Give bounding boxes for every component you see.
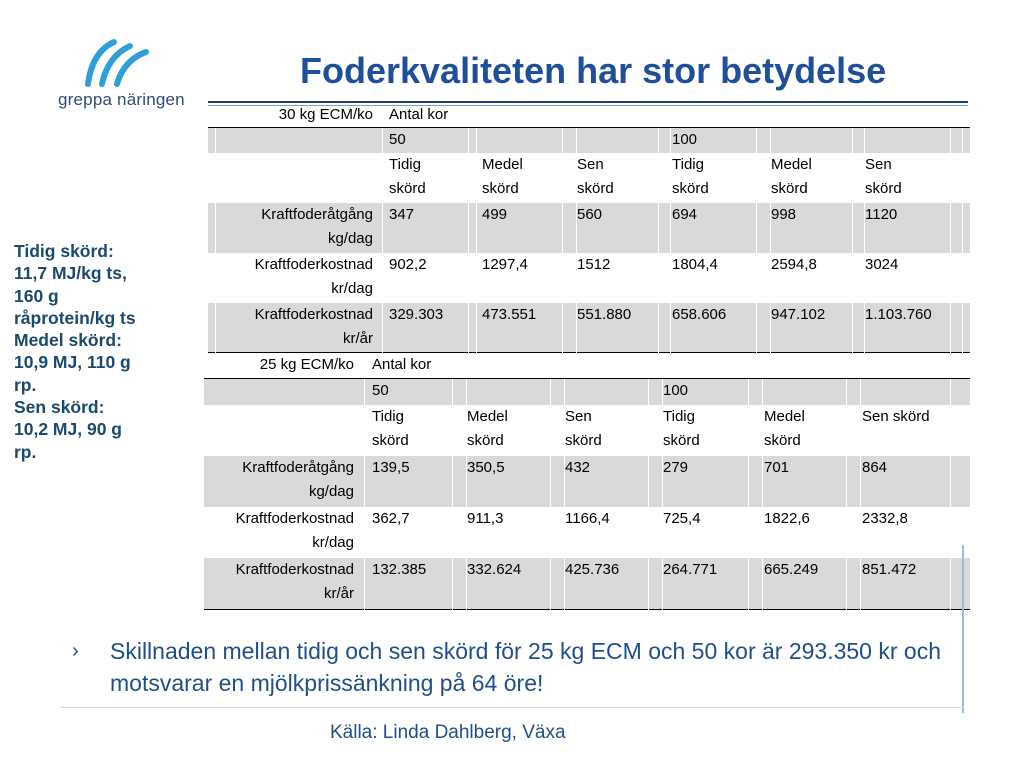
- row-label: Kraftfoderåtgång kg/dag: [242, 459, 354, 500]
- table-cell: 499: [482, 206, 508, 223]
- table-count-100: 100: [672, 131, 698, 148]
- table-row: [208, 303, 970, 353]
- table-cell: 911,3: [467, 510, 504, 527]
- table-count-row: [204, 379, 970, 405]
- table-cell: 902,2: [389, 256, 427, 273]
- column-header: Medel skörd: [764, 408, 805, 449]
- table-30kg: [208, 103, 970, 353]
- table-cell: 551.880: [577, 306, 632, 323]
- page-title: Foderkvaliteten har stor betydelse: [300, 50, 887, 91]
- table-cell: 1.103.760: [865, 306, 932, 323]
- table-cell: 279: [663, 459, 689, 476]
- side-note: [14, 240, 194, 463]
- table-cell: 2594,8: [771, 256, 817, 273]
- column-header: Tidig skörd: [672, 156, 709, 197]
- source-citation: Källa: Linda Dahlberg, Växa: [330, 722, 566, 743]
- table-count-50: 50: [389, 131, 406, 148]
- table-cell: 139,5: [372, 459, 410, 476]
- side-note-line: Tidig skörd:: [14, 241, 114, 261]
- column-header: Medel skörd: [482, 156, 523, 197]
- bullet-text: Skillnaden mellan tidig och sen skörd för 25 kg ECM och 50 kor är 293.350 kr och motsvarar en mjölkprissänkning på 64 öre!: [110, 638, 941, 696]
- column-header: Tidig skörd: [663, 408, 700, 449]
- table-25kg: [204, 353, 970, 610]
- column-header: Tidig skörd: [372, 408, 409, 449]
- column-header: Sen skörd: [577, 156, 614, 197]
- table-cell: 1297,4: [482, 256, 528, 273]
- row-label: Kraftfoderkostnad kr/dag: [254, 256, 373, 297]
- table-cell: 3024: [865, 256, 899, 273]
- table-cell: 362,7: [372, 510, 410, 527]
- table-cell: 332.624: [467, 561, 522, 578]
- column-header: Sen skörd: [865, 156, 902, 197]
- table-row: [208, 203, 970, 253]
- row-label: Kraftfoderkostnad kr/år: [254, 306, 373, 347]
- table-cell: 432: [565, 459, 591, 476]
- logo: [58, 38, 208, 118]
- table-cell: 947.102: [771, 306, 826, 323]
- table-cell: 725,4: [663, 510, 701, 527]
- table-ecm-label: 30 kg ECM/ko: [278, 106, 373, 123]
- table-cell: 329.303: [389, 306, 444, 323]
- table-cell: 264.771: [663, 561, 718, 578]
- row-label: Kraftfoderkostnad kr/år: [235, 561, 354, 602]
- table-ecm-label: 25 kg ECM/ko: [259, 356, 354, 373]
- column-header: Tidig skörd: [389, 156, 426, 197]
- frame-line: [962, 545, 964, 713]
- side-note-line: 10,9 MJ, 110 g: [14, 352, 131, 373]
- bullet-icon: ›: [72, 640, 79, 662]
- logo-mark-icon: [80, 38, 160, 88]
- table-cell: 425.736: [565, 561, 620, 578]
- table-column-header-row: [208, 153, 970, 203]
- column-header: Sen skörd: [862, 408, 930, 425]
- table-row: [204, 558, 970, 610]
- table-cell: 701: [764, 459, 790, 476]
- table-row: [204, 507, 970, 558]
- table-antal-label: Antal kor: [372, 356, 432, 373]
- row-label: Kraftfoderåtgång kg/dag: [261, 206, 373, 247]
- table-cell: 864: [862, 459, 888, 476]
- side-note-line: Sen skörd:: [14, 397, 105, 418]
- table-cell: 694: [672, 206, 698, 223]
- frame-line: [60, 707, 964, 708]
- column-header: Medel skörd: [771, 156, 812, 197]
- side-note-line: Medel skörd:: [14, 330, 122, 351]
- table-cell: 347: [389, 206, 415, 223]
- table-antal-label: Antal kor: [389, 106, 449, 123]
- table-header-row: [204, 353, 970, 379]
- table-count-row: [208, 128, 970, 153]
- table-cell: 1512: [577, 256, 611, 273]
- column-header: Medel skörd: [467, 408, 508, 449]
- side-note-line: 10,2 MJ, 90 g: [14, 419, 122, 440]
- table-cell: 658.606: [672, 306, 727, 323]
- table-cell: 350,5: [467, 459, 505, 476]
- logo-text: greppa näringen: [58, 90, 185, 109]
- table-row: [204, 456, 970, 507]
- table-cell: 473.551: [482, 306, 537, 323]
- table-cell: 1822,6: [764, 510, 810, 527]
- table-cell: 998: [771, 206, 797, 223]
- side-note-line: 11,7 MJ/kg ts,: [14, 263, 127, 284]
- table-cell: 1166,4: [565, 510, 610, 527]
- table-cell: 132.385: [372, 561, 427, 578]
- table-cell: 851.472: [862, 561, 917, 578]
- table-row: [208, 253, 970, 303]
- table-column-header-row: [204, 405, 970, 456]
- table-count-100: 100: [663, 382, 689, 399]
- side-note-line: råprotein/kg ts: [14, 307, 136, 328]
- table-count-50: 50: [372, 382, 389, 399]
- row-label: Kraftfoderkostnad kr/dag: [235, 510, 354, 551]
- table-cell: 560: [577, 206, 603, 223]
- side-note-line: rp.: [14, 441, 37, 462]
- column-header: Sen skörd: [565, 408, 602, 449]
- table-header-row: [208, 103, 970, 128]
- table-cell: 1804,4: [672, 256, 718, 273]
- side-note-line: 160 g: [14, 285, 59, 306]
- table-cell: 665.249: [764, 561, 819, 578]
- table-cell: 2332,8: [862, 510, 908, 527]
- side-note-line: rp.: [14, 374, 37, 395]
- table-cell: 1120: [865, 206, 898, 223]
